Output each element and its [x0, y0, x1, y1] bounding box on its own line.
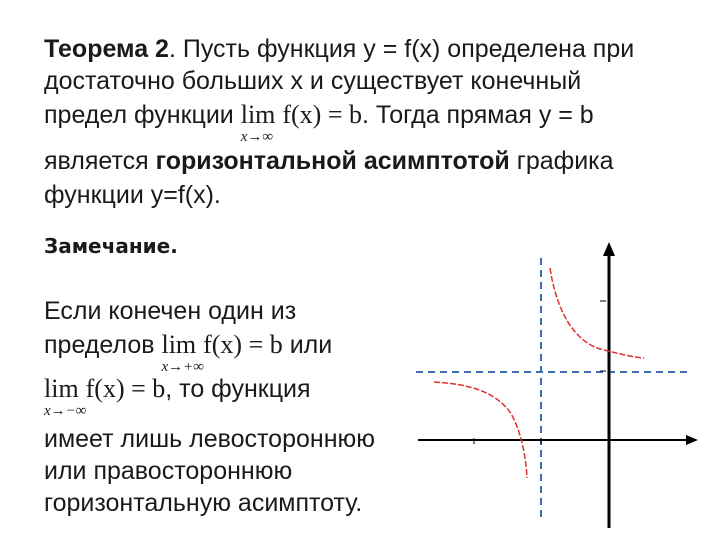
theorem-line-5: функции y=f(x).: [44, 181, 221, 209]
theorem-line-4-post: графика: [516, 147, 614, 175]
remark-line-2-pre: пределов: [44, 331, 155, 359]
x-axis-arrow: [686, 435, 698, 445]
remark-line-1: Если конечен один из: [44, 297, 297, 325]
theorem-line-4-pre: является: [44, 147, 149, 175]
lim2-subscript: x→−∞: [44, 403, 87, 419]
remark-heading: Замечание.: [44, 234, 178, 258]
remark-line-4: имеет лишь левостороннюю: [44, 425, 375, 453]
remark-line-6: горизонтальную асимптоту.: [44, 489, 363, 517]
remark-line-2-post: или: [289, 331, 333, 359]
remark-line-5: или правостороннюю: [44, 457, 293, 485]
y-axis-arrow: [603, 242, 615, 256]
theorem-line-2: достаточно больших x и существует конечный: [44, 67, 582, 95]
hyperbola-right-branch: [550, 268, 644, 358]
lim-subscript: x→∞: [240, 129, 274, 145]
theorem-limit-body: f(x) = b: [282, 100, 362, 129]
theorem-line-4-bold: горизонтальной асимптотой: [155, 147, 510, 175]
remark-limit-2-body: f(x) = b: [85, 374, 166, 403]
theorem-line-3-post: . Тогда прямая y = b: [362, 101, 594, 129]
theorem-label: Теорема 2: [44, 35, 169, 63]
hyperbola-left-branch: [434, 382, 527, 478]
theorem-line-3-pre: предел функции: [44, 101, 234, 129]
lim1-subscript: x→+∞: [161, 359, 204, 375]
remark-limit-1-body: f(x) = b: [203, 330, 283, 359]
theorem-line-1-text: . Пусть функция y = f(x) определена при: [168, 35, 635, 63]
lim1-word: lim: [161, 330, 197, 359]
remark-line-3-post: , то функция: [165, 375, 311, 403]
lim2-word: lim: [44, 374, 79, 403]
lim-word: lim: [240, 100, 276, 129]
